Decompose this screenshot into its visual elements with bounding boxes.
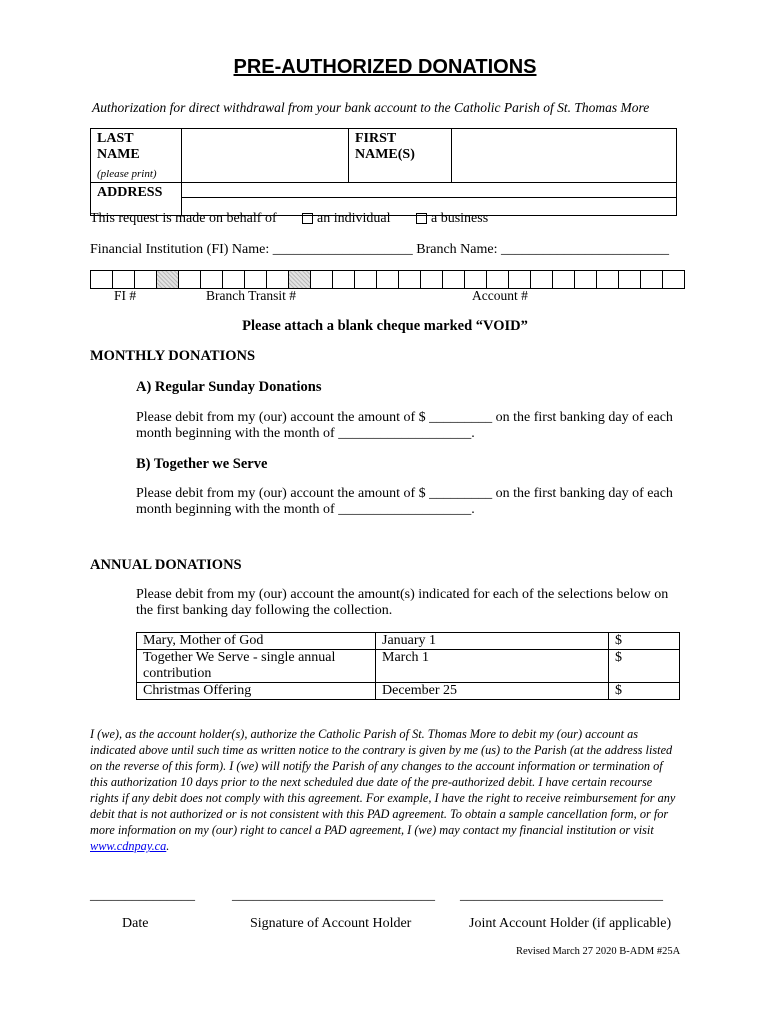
annual-heading: ANNUAL DONATIONS [90, 557, 242, 573]
account-digit-box[interactable] [619, 271, 641, 289]
account-digit-box[interactable] [663, 271, 685, 289]
monthly-heading: MONTHLY DONATIONS [90, 348, 256, 364]
please-print-note: (please print) [97, 168, 157, 180]
business-label: a business [431, 211, 489, 226]
cdnpay-link[interactable]: www.cdnpay.ca [90, 839, 167, 853]
account-digit-box[interactable] [597, 271, 619, 289]
collection-amount-field[interactable]: $ [609, 633, 680, 650]
collection-amount-field[interactable]: $ [609, 683, 680, 700]
together-we-serve-amount-line[interactable]: Please debit from my (our) account the amount of $ _________ on the first banking day of each [136, 486, 673, 501]
table-row [137, 683, 680, 700]
account-digit-box[interactable] [531, 271, 553, 289]
account-holder-signature-line[interactable]: _____________________________ [232, 888, 435, 903]
last-name-field[interactable] [182, 129, 349, 183]
fi-number-label: FI # [114, 288, 137, 303]
fi-name-line[interactable]: Financial Institution (FI) Name: ____________________ Branch Name: ________________________ [90, 242, 669, 257]
account-digit-box[interactable] [377, 271, 399, 289]
fi-digit-box[interactable] [91, 271, 113, 289]
last-name-label: LAST NAME [97, 131, 140, 162]
business-checkbox[interactable] [416, 213, 427, 224]
form-subtitle: Authorization for direct withdrawal from your bank account to the Catholic Parish of St. Thomas More [92, 100, 650, 115]
account-holder-label: Signature of Account Holder [250, 916, 412, 931]
account-number-label: Account # [472, 288, 528, 303]
collection-date: January 1 [376, 633, 609, 650]
account-digit-box[interactable] [575, 271, 597, 289]
fi-digit-box[interactable] [135, 271, 157, 289]
account-digit-box[interactable] [443, 271, 465, 289]
annual-donations-table [136, 632, 680, 700]
transit-digit-box[interactable] [201, 271, 223, 289]
transit-digit-box[interactable] [179, 271, 201, 289]
transit-digit-box[interactable] [267, 271, 289, 289]
account-digit-box[interactable] [311, 271, 333, 289]
collection-date: March 1 [376, 650, 609, 683]
account-digit-box[interactable] [509, 271, 531, 289]
together-we-serve-heading: B) Together we Serve [136, 456, 268, 472]
collection-name: Together We Serve - single annual contribution [137, 650, 376, 683]
revision-note: Revised March 27 2020 B-ADM #25A [516, 946, 681, 957]
last-name-label-cell [91, 129, 182, 183]
regular-sunday-heading: A) Regular Sunday Donations [136, 379, 322, 395]
separator-box [289, 271, 311, 289]
account-digit-box[interactable] [355, 271, 377, 289]
first-name-label: FIRST NAME(S) [355, 131, 415, 162]
joint-holder-signature-line[interactable]: _____________________________ [460, 888, 663, 903]
void-cheque-note: Please attach a blank cheque marked “VOID” [242, 318, 528, 334]
collection-date: December 25 [376, 683, 609, 700]
collection-name: Mary, Mother of God [137, 633, 376, 650]
table-row [137, 633, 680, 650]
regular-sunday-amount-line[interactable]: Please debit from my (our) account the amount of $ _________ on the first banking day of each [136, 410, 673, 425]
account-digit-boxes [90, 270, 685, 289]
date-signature-line[interactable]: _______________ [90, 888, 195, 903]
individual-label: an individual [317, 211, 391, 226]
authorization-end: . [166, 839, 170, 853]
account-digit-box[interactable] [487, 271, 509, 289]
behalf-text: This request is made on behalf of [90, 211, 277, 226]
account-digit-box[interactable] [399, 271, 421, 289]
joint-holder-label: Joint Account Holder (if applicable) [469, 916, 672, 931]
transit-digit-box[interactable] [245, 271, 267, 289]
annual-intro-line-2: the first banking day following the collection. [136, 603, 393, 618]
business-option[interactable] [416, 211, 488, 227]
account-digit-box[interactable] [553, 271, 575, 289]
authorization-paragraph [90, 726, 680, 854]
address-label: ADDRESS [97, 185, 163, 200]
individual-option[interactable] [302, 211, 391, 227]
separator-box [157, 271, 179, 289]
account-digit-box[interactable] [641, 271, 663, 289]
regular-sunday-month-line[interactable]: month beginning with the month of ___________________. [136, 426, 475, 441]
together-we-serve-month-line[interactable]: month beginning with the month of ___________________. [136, 502, 475, 517]
name-address-table [90, 128, 677, 216]
form-title: PRE-AUTHORIZED DONATIONS [233, 56, 537, 78]
individual-checkbox[interactable] [302, 213, 313, 224]
date-label: Date [122, 916, 149, 931]
account-digit-box[interactable] [421, 271, 443, 289]
first-name-field[interactable] [452, 129, 677, 183]
authorization-text: I (we), as the account holder(s), authorize the Catholic Parish of St. Thomas More to debit my (our) account as indicated above until such time as written notice to the contrary is given by me (us) to the Parish (at the address listed on the reverse of this form). I (we) will notify the Parish of any changes to the account information or termination of this authorization 10 days prior to the next scheduled due date of the pre-authorized debit. I have certain recourse rights if any debit does not comply with this agreement. For example, I have the right to receive reimbursement for any debit that is not authorized or is not consistent with this PAD agreement. To obtain a sample cancellation form, or for more information on my (our) right to cancel a PAD agreement, I (we) may contact my financial institution or visit [90, 727, 676, 837]
branch-transit-label: Branch Transit # [206, 288, 297, 303]
collection-name: Christmas Offering [137, 683, 376, 700]
annual-intro-line-1: Please debit from my (our) account the amount(s) indicated for each of the selections below on [136, 587, 669, 602]
collection-amount-field[interactable]: $ [609, 650, 680, 683]
table-row [137, 650, 680, 683]
account-digit-box[interactable] [333, 271, 355, 289]
fi-digit-box[interactable] [113, 271, 135, 289]
transit-digit-box[interactable] [223, 271, 245, 289]
account-digit-box[interactable] [465, 271, 487, 289]
address-line-1[interactable] [182, 183, 676, 198]
first-name-label-cell [349, 129, 452, 183]
